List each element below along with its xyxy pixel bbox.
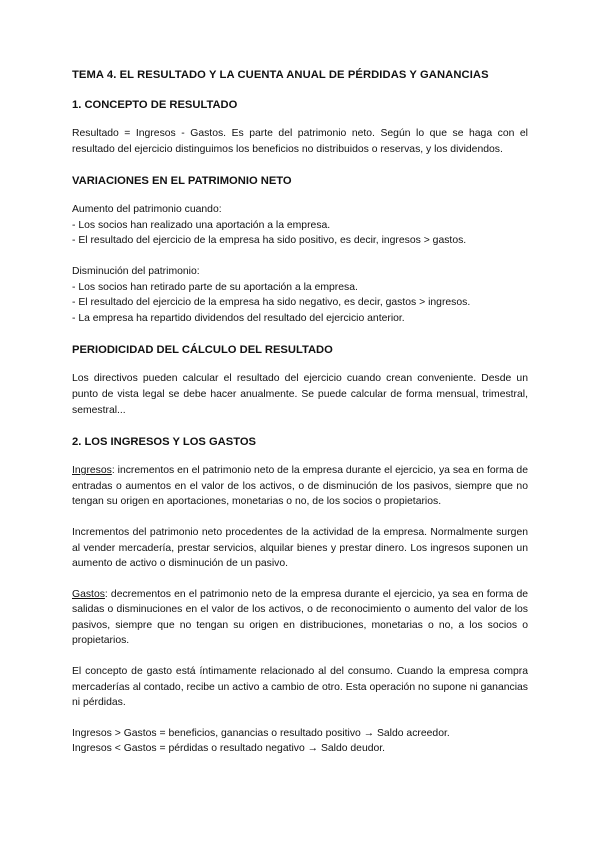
list-item: - La empresa ha repartido dividendos del resultado del ejercicio anterior. [72,312,405,324]
saldo-rules [72,726,528,757]
heading-ingresos-gastos: 2. LOS INGRESOS Y LOS GASTOS [72,436,257,449]
rule-saldo-deudor: Ingresos < Gastos = pérdidas o resultado negativo → Saldo deudor. [72,743,386,755]
list-item: - Los socios han realizado una aportación a la empresa. [72,219,331,231]
ingresos-definition-text: : incrementos en el patrimonio neto de la empresa durante el ejercicio, ya sea en forma de entradas o aumentos en el valor de los activos, o de disminución de los pasivos, siempre que no tengan su origen en aportaciones, monetarias o no, de los socios o propietarios. [72,465,528,508]
heading-variaciones-patrimonio: VARIACIONES EN EL PATRIMONIO NETO [72,175,292,188]
list-item: - El resultado del ejercicio de la empresa ha sido negativo, es decir, gastos > ingresos. [72,297,471,309]
gastos-definition-text: : decrementos en el patrimonio neto de la empresa durante el ejercicio, ya sea en forma de salidas o disminuciones en el valor de los activos, o de reconocimiento o aumento del valor de los pasivos, siempre que no tengan su origen en distribuciones, monetarias o no, a los socios o propietarios. [72,588,528,647]
document-page [72,68,528,757]
paragraph-gastos-definicion [72,587,528,649]
aumento-intro: Aumento del patrimonio cuando: [72,204,222,216]
paragraph-ingresos-definicion [72,463,528,510]
aumento-block [72,202,528,249]
disminucion-block [72,264,528,326]
term-gastos: Gastos [72,588,105,600]
heading-periodicidad: PERIODICIDAD DEL CÁLCULO DEL RESULTADO [72,344,333,357]
paragraph-ingresos-actividad: Incrementos del patrimonio neto procedentes de la actividad de la empresa. Normalmente surgen al vender mercadería, prestar servicios, alquilar bienes y prestar dinero. Los ingresos suponen un aumento de activo o disminución de un pasivo. [72,526,528,570]
list-item: - El resultado del ejercicio de la empresa ha sido positivo, es decir, ingresos > gastos. [72,235,467,247]
list-item: - Los socios han retirado parte de su aportación a la empresa. [72,281,358,293]
heading-concepto-resultado: 1. CONCEPTO DE RESULTADO [72,99,238,111]
paragraph-periodicidad: Los directivos pueden calcular el resultado del ejercicio cuando crean conveniente. Desde un punto de vista legal se debe hacer anualmente. Se puede calcular de forma mensual, trimestral, semestral... [72,373,528,416]
paragraph-concepto-resultado: Resultado = Ingresos - Gastos. Es parte del patrimonio neto. Según lo que se haga con el resultado del ejercicio distinguimos los beneficios no distribuidos o reservas, y los dividendos. [72,128,528,155]
paragraph-concepto-gasto: El concepto de gasto está íntimamente relacionado al del consumo. Cuando la empresa compra mercaderías al contado, recibe un activo a cambio de otro. Esta operación no supone ni ganancias ni pérdidas. [72,666,528,709]
rule-saldo-acreedor: Ingresos > Gastos = beneficios, ganancias o resultado positivo → Saldo acreedor. [72,727,450,739]
term-ingresos: Ingresos [72,465,112,477]
document-title: TEMA 4. EL RESULTADO Y LA CUENTA ANUAL DE PÉRDIDAS Y GANANCIAS [72,69,489,81]
disminucion-intro: Disminución del patrimonio: [72,265,200,277]
